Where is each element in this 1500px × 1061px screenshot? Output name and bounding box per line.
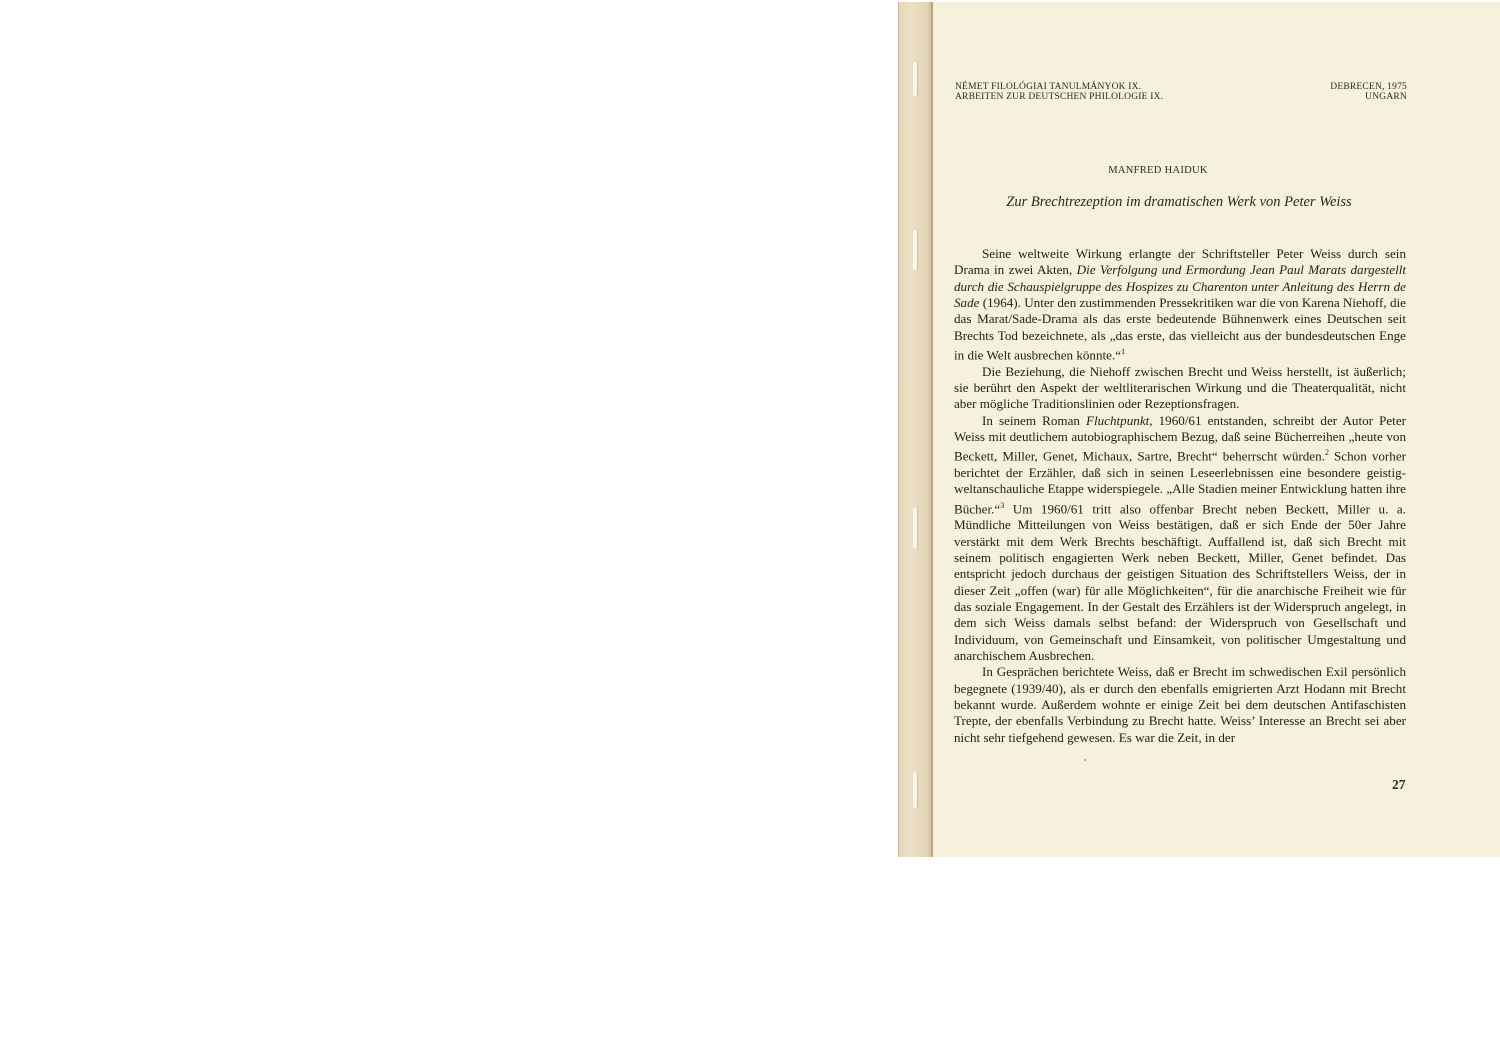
paragraph [954,413,1406,665]
series-title-german: ARBEITEN ZUR DEUTSCHEN PHILOLOGIE IX. [955,92,1164,102]
scanned-page [898,2,1500,857]
place-year: DEBRECEN, 1975 [1330,82,1407,92]
page-number: 27 [1392,777,1406,792]
series-header [955,82,1163,102]
staple-mark [913,230,917,270]
text-run: Schon vorher berichtet der Erzähler, daß sich in seinen Leseerlebnissen eine besondere geistig-weltanschauliche Etappe widerspiegele. „Alle Stadien meiner Entwicklung hatten ihre Bücher.“ [954,448,1406,516]
play-title: Die Verfolgung und Ermordung Jean Paul Marats dargestellt durch die Schauspielgruppe des Hospizes zu Charenton unter Anleitung des Herrn de Sade [954,262,1406,310]
binding-strip [898,2,932,857]
staple-mark [913,62,917,96]
text-run: 1960/61 entstanden, schreibt der Autor Peter Weiss mit deutlichem autobiographischem Bezug, daß seine Bücherreihen „heute von Beckett, Miller, Genet, Michaux, Sartre, Brecht“ beherrscht würden. [954,412,1406,464]
text-run: In seinem Roman [982,412,1086,428]
footnote-marker: 1 [1121,346,1126,356]
article-body [954,246,1406,746]
series-title-hungarian: NÉMET FILOLÓGIAI TANULMÁNYOK IX. [955,82,1142,92]
binding-edge [931,2,933,857]
paragraph [954,246,1406,364]
paragraph: In Gesprächen berichtete Weiss, daß er Brecht im schwedischen Exil persönlich begegnete (1939/40), als er durch den ebenfalls emigrierten Arzt Hodann mit Brecht bekannt wurde. Außerdem wohnte er einige Zeit bei dem deutschen Antifaschisten Trepte, der ebenfalls Verbindung zu Brecht hatte. Weiss’ Interesse an Brecht sei aber nicht sehr tiefgehend gewesen. Es war die Zeit, in der [954,664,1406,745]
article-title: Zur Brechtrezeption im dramatischen Werk von Peter Weiss [1006,194,1352,210]
footnote-marker: 2 [1324,448,1329,458]
country: UNGARN [1365,92,1407,102]
staple-mark [913,507,917,549]
text-run: (1964). Unter den zustimmenden Pressekritiken war die von Karena Niehoff, die das Marat/Sade-Drama als das erste bedeutende Bühnenwerk eines Deutschen seit Brechts Tod bezeichnete, als „das erste, das vielleicht aus der bundesdeutschen Enge in die Welt ausbrechen könnte.“ [954,294,1406,363]
text-run: Seine weltweite Wirkung erlangte der Schriftsteller Peter Weiss durch sein Drama in zwei Akten, [954,246,1406,278]
article-author: MANFRED HAIDUK [1108,165,1208,176]
staple-mark [913,772,917,808]
scan-speck [1084,759,1086,761]
novel-title: Fluchtpunkt, [1086,412,1153,428]
paragraph: Die Beziehung, die Niehoff zwischen Brecht und Weiss herstellt, ist äußerlich; sie berührt den Aspekt der weltliterarischen Wirkung und die Theaterqualität, nicht aber mögliche Traditionslinien oder Rezeptionsfragen. [954,363,1406,412]
place-date-header [1330,82,1407,102]
footnote-marker: 3 [1000,500,1005,510]
text-run: Um 1960/61 tritt also offenbar Brecht neben Beckett, Miller u. a. Mündliche Mitteilungen von Weiss bestätigen, daß er sich Ende der 50er Jahre verstärkt mit dem Werk Brechts beschäftigt. Auffallend ist, daß sich Brecht mit seinem politisch engagierten Werk neben Beckett, Miller, Genet befindet. Das entspricht jedoch durchaus der geistigen Situation des Schriftstellers Weiss, der in dieser Zeit „offen (war) für alle Möglichkeiten“, für die anarchische Freiheit wie für das soziale Engagement. In der Gestalt des Erzählers ist der Widerspruch angelegt, in dem sich Weiss damals selbst befand: der Widerspruch von Gesellschaft und Individuum, von Gemeinschaft und Einsamkeit, von politischer Umgestaltung und anarchischem Ausbrechen. [954,501,1406,663]
